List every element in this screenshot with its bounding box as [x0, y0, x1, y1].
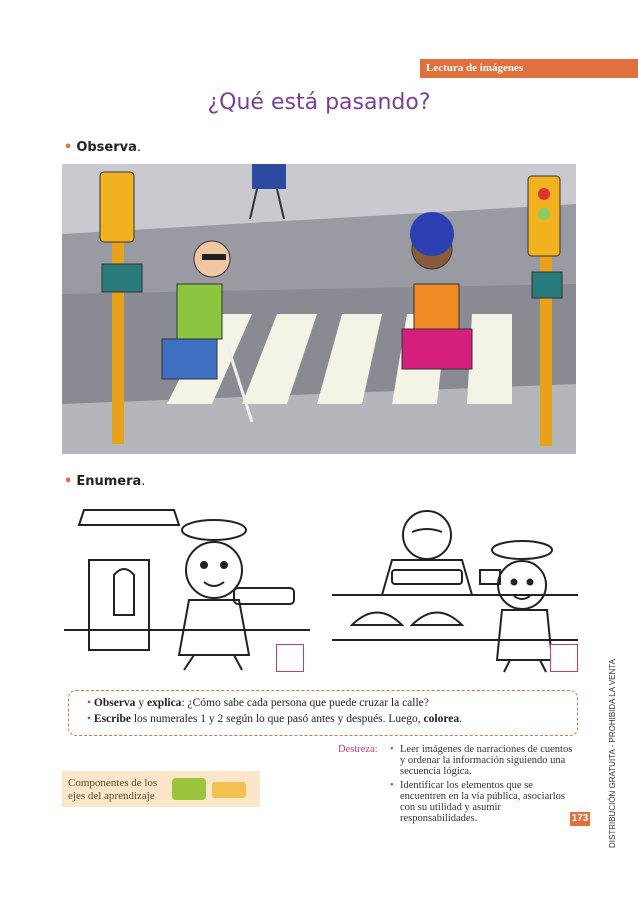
girl-with-cake-drawing	[64, 500, 310, 676]
number-box-1[interactable]	[276, 644, 304, 672]
section-band	[420, 59, 638, 78]
enumerate-label: Enumera	[76, 474, 142, 489]
side-note: DISTRIBUCIÓN GRATUITA - PROHIBIDA LA VENTA	[608, 659, 617, 848]
activity-verb-escribe: Escribe	[93, 713, 131, 725]
page-number: 173	[571, 813, 589, 824]
bullet-icon: •	[87, 713, 94, 725]
destreza-text: Leer imágenes de narraciones de cuentos y ordenar la información siguiendo una secuencia lógica.	[400, 744, 573, 777]
activity-verb-explica: explica	[146, 697, 182, 709]
activity-box	[68, 690, 578, 736]
tools-icon	[212, 782, 246, 798]
story-panel-2	[332, 500, 578, 676]
axes-icons	[172, 776, 252, 802]
destreza-item	[338, 780, 578, 824]
activity-text: los numerales 1 y 2 según lo que pasó antes y después. Luego,	[130, 713, 424, 725]
bullet-icon: •	[390, 780, 394, 791]
activity-verb-colorea: colorea	[423, 713, 460, 725]
destreza-item	[338, 744, 578, 777]
number-box-2[interactable]	[550, 644, 578, 672]
bakery-purchase-drawing	[332, 500, 578, 676]
page-title: ¿Qué está pasando?	[207, 90, 431, 115]
bullet-icon: •	[87, 697, 94, 709]
components-text: Componentes de los ejes del aprendizaje	[68, 777, 158, 802]
activity-text: .	[459, 713, 462, 725]
bullet-icon: •	[390, 744, 394, 755]
activity-text: y	[135, 697, 147, 709]
story-panel-1	[64, 500, 310, 676]
destreza-label: Destreza:	[338, 744, 378, 755]
components-box	[62, 771, 260, 807]
observe-label: Observa	[76, 140, 137, 155]
activity-line-2	[87, 713, 567, 725]
activity-line-1	[87, 697, 567, 709]
activity-question: : ¿Cómo sabe cada persona que puede cruzar la calle?	[181, 697, 429, 709]
letters-icon	[172, 778, 206, 800]
observe-instruction: • Observa.	[64, 140, 142, 155]
destreza-block	[338, 744, 578, 827]
destreza-text: Identificar los elementos que se encuentren en la vía pública, asociarlos con su utilidad y asumir responsabilidades.	[400, 780, 566, 824]
bullet-icon: •	[64, 140, 73, 155]
street-crossing-illustration	[62, 164, 576, 454]
enumerate-instruction: • Enumera.	[64, 474, 146, 489]
bullet-icon: •	[64, 474, 73, 489]
activity-verb-observa: Observa	[93, 697, 136, 709]
section-label: Lectura de imágenes	[426, 62, 524, 74]
